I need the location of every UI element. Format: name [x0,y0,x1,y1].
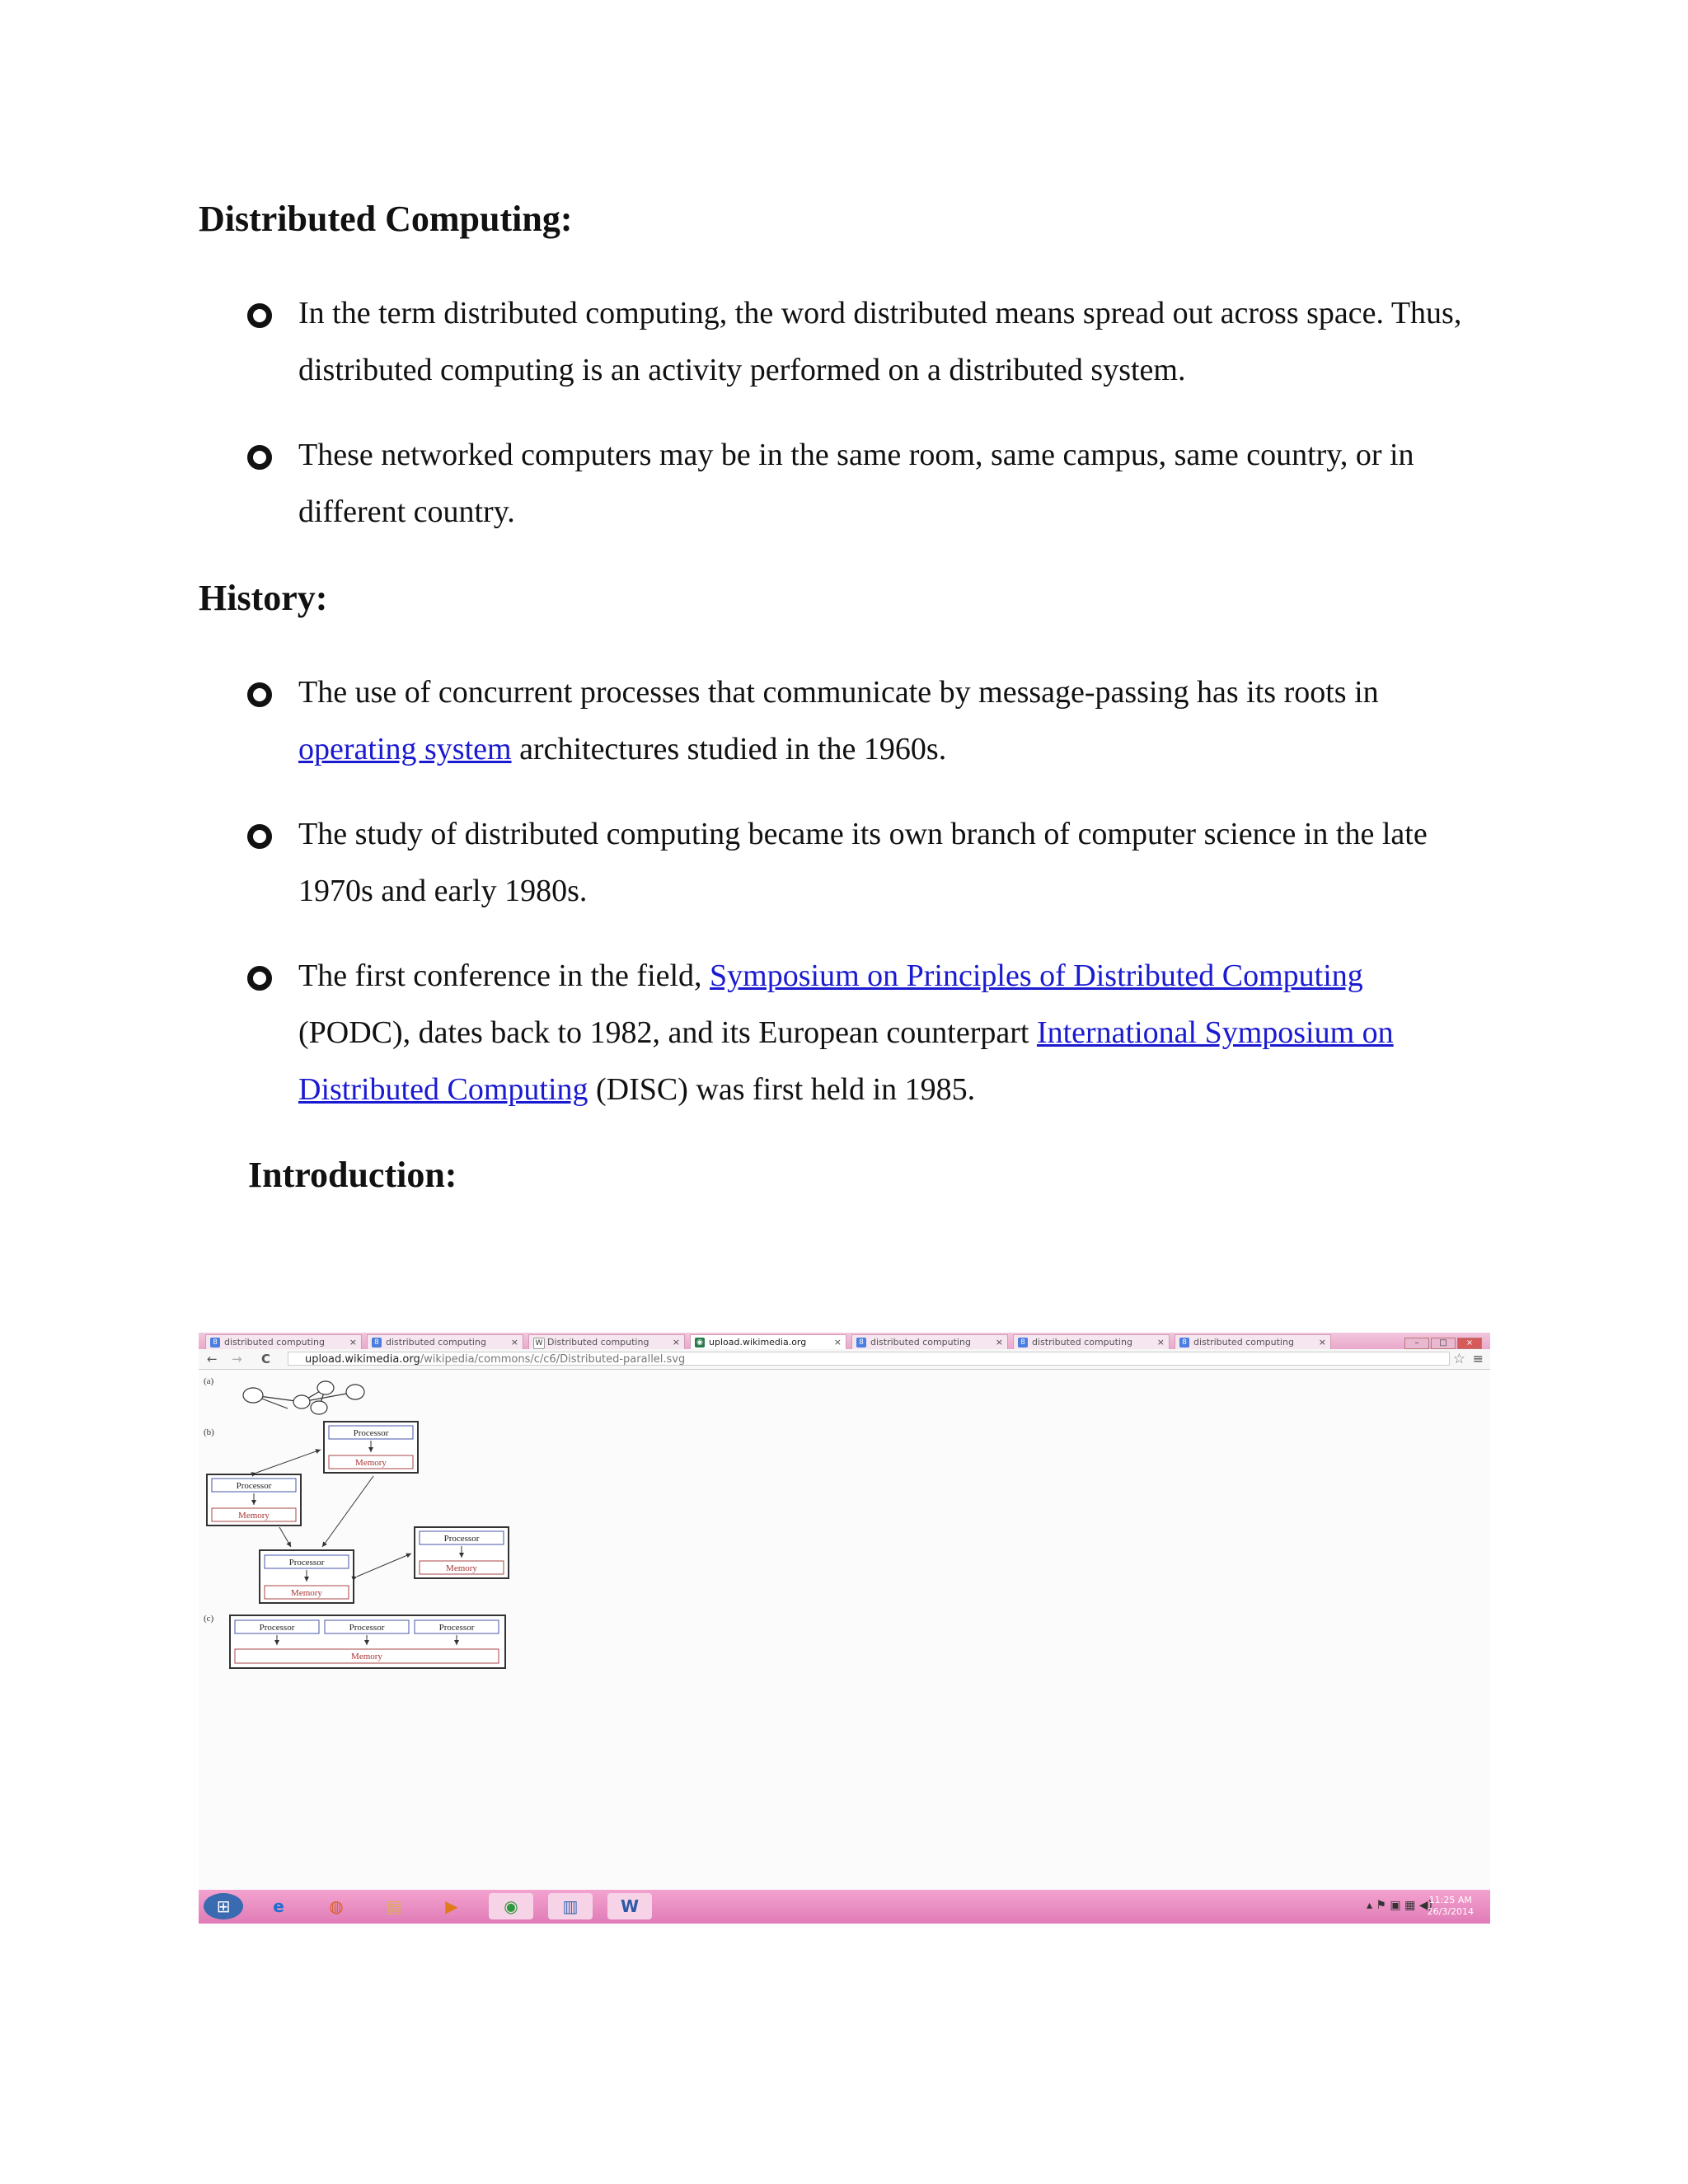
browser-tab[interactable] [528,1334,685,1349]
bullet-text: The study of distributed computing became its own branch of computer science in the late 1970s and early 1980s. [298,817,1428,908]
browser-tab-bar [199,1333,1490,1349]
heading-introduction: Introduction: [248,1155,457,1195]
bullet-circle-icon [247,824,272,849]
podc-link[interactable]: Symposium on Principles of Distributed Computing [710,958,1363,993]
google-icon: 8 [1018,1338,1028,1347]
google-icon: 8 [372,1338,382,1347]
node-middle [260,1550,354,1603]
node-right [415,1527,509,1578]
close-icon[interactable]: × [1156,1337,1165,1347]
diagram-label-a: (a) [204,1376,214,1386]
url-field[interactable] [288,1352,1450,1366]
system-tray-icons[interactable]: ▴ ⚑ ▣ ▦ ◀) [1366,1899,1432,1912]
list-item [247,806,1467,920]
distributed-bullet-list [247,285,1467,569]
network-graph [243,1381,364,1414]
close-icon[interactable]: × [672,1337,680,1347]
maximize-button[interactable]: □ [1431,1338,1456,1349]
browser-tab[interactable] [205,1334,362,1349]
bullet-text: The first conference in the field, [298,958,710,993]
processor-label: Processor [259,1623,295,1633]
node-left [207,1474,301,1526]
reload-icon[interactable]: C [261,1352,271,1366]
tab-title: distributed computing [224,1337,325,1347]
heading-distributed-computing: Distributed Computing: [199,199,573,239]
bullet-text: In the term distributed computing, the word distributed means spread out across space. Thus, distributed computing is an activity performed on a distributed system. [298,296,1462,387]
bullet-text: (DISC) was first held in 1985. [588,1072,976,1107]
network-app-icon[interactable]: ▥ [548,1893,593,1919]
clock-date: 26/3/2014 [1427,1906,1474,1917]
firefox-icon[interactable]: ◍ [329,1896,344,1916]
bullet-circle-icon [247,445,272,470]
heading-history: History: [199,578,328,618]
memory-label: Memory [446,1563,477,1573]
tab-title: distributed computing [386,1337,486,1347]
processor-label: Processor [438,1623,475,1633]
wikipedia-icon: W [533,1338,545,1349]
browser-tab[interactable] [1175,1334,1331,1349]
bookmark-star-icon[interactable]: ☆ [1452,1351,1465,1367]
bullet-text: The use of concurrent processes that communicate by message-passing has its roots in [298,675,1379,710]
bullet-circle-icon [247,303,272,328]
tab-title: upload.wikimedia.org [709,1337,807,1347]
operating-system-link[interactable]: operating system [298,732,512,766]
processor-label: Processor [443,1534,480,1544]
browser-tab-active[interactable] [690,1334,846,1349]
windows-taskbar [199,1890,1490,1924]
processor-label: Processor [236,1481,272,1491]
diagram-label-c: (c) [204,1614,214,1624]
close-icon[interactable]: × [1318,1337,1326,1347]
media-player-icon[interactable]: ▶ [445,1896,458,1916]
url-host: upload.wikimedia.org [305,1353,420,1366]
chrome-icon[interactable]: ◉ [489,1893,533,1919]
list-item [247,285,1467,399]
processor-label: Processor [288,1558,325,1568]
browser-tab[interactable] [367,1334,523,1349]
back-arrow-icon[interactable]: ← [207,1352,218,1366]
history-bullet-list [247,664,1467,1146]
system-clock[interactable] [1428,1895,1474,1918]
list-item [247,664,1467,778]
memory-label: Memory [291,1588,322,1598]
list-item [247,948,1467,1118]
node-top [324,1422,418,1473]
close-icon[interactable]: × [995,1337,1003,1347]
list-item [247,427,1467,541]
tab-title: distributed computing [1193,1337,1294,1347]
forward-arrow-icon[interactable]: → [232,1352,242,1366]
close-icon[interactable]: × [510,1337,518,1347]
minimize-button[interactable]: – [1404,1338,1429,1349]
bullet-text: (PODC), dates back to 1982, and its European counterpart [298,1015,1037,1050]
diagram-label-b: (b) [204,1427,214,1437]
close-icon[interactable]: × [833,1337,842,1347]
bullet-circle-icon [247,966,272,991]
processor-label: Processor [349,1623,385,1633]
clock-time: 11:25 AM [1428,1895,1472,1905]
memory-label: Memory [351,1652,382,1661]
bullet-text: architectures studied in the 1960s. [511,732,947,766]
distributed-parallel-diagram [199,1371,545,1750]
menu-icon[interactable]: ≡ [1472,1351,1484,1366]
close-window-button[interactable]: × [1457,1338,1482,1349]
tab-title: Distributed computing [547,1337,649,1347]
browser-address-bar-row [199,1349,1490,1370]
google-icon: 8 [856,1338,866,1347]
browser-tab[interactable] [851,1334,1008,1349]
browser-tab[interactable] [1013,1334,1170,1349]
window-controls [1403,1334,1485,1346]
processor-label: Processor [353,1428,389,1438]
close-icon[interactable]: × [349,1337,357,1347]
tab-title: distributed computing [1032,1337,1132,1347]
memory-label: Memory [238,1511,270,1521]
memory-label: Memory [355,1458,387,1468]
wikimedia-icon: ◉ [695,1338,705,1347]
bullet-text: These networked computers may be in the same room, same campus, same country, or in different country. [298,438,1414,529]
disc-link[interactable]: International Symposium on Distributed Computing [298,1015,1394,1107]
word-icon[interactable]: W [607,1893,652,1919]
url-path: /wikipedia/commons/c/c6/Distributed-parallel.svg [420,1353,686,1366]
google-icon: 8 [210,1338,220,1347]
embedded-browser-screenshot [199,1333,1490,1924]
google-icon: 8 [1179,1338,1189,1347]
bullet-circle-icon [247,682,272,707]
file-explorer-icon[interactable]: ▤ [386,1896,402,1916]
tab-title: distributed computing [870,1337,971,1347]
parallel-system [230,1615,505,1668]
internet-explorer-icon[interactable]: e [273,1896,284,1916]
start-button[interactable]: ⊞ [204,1893,243,1919]
